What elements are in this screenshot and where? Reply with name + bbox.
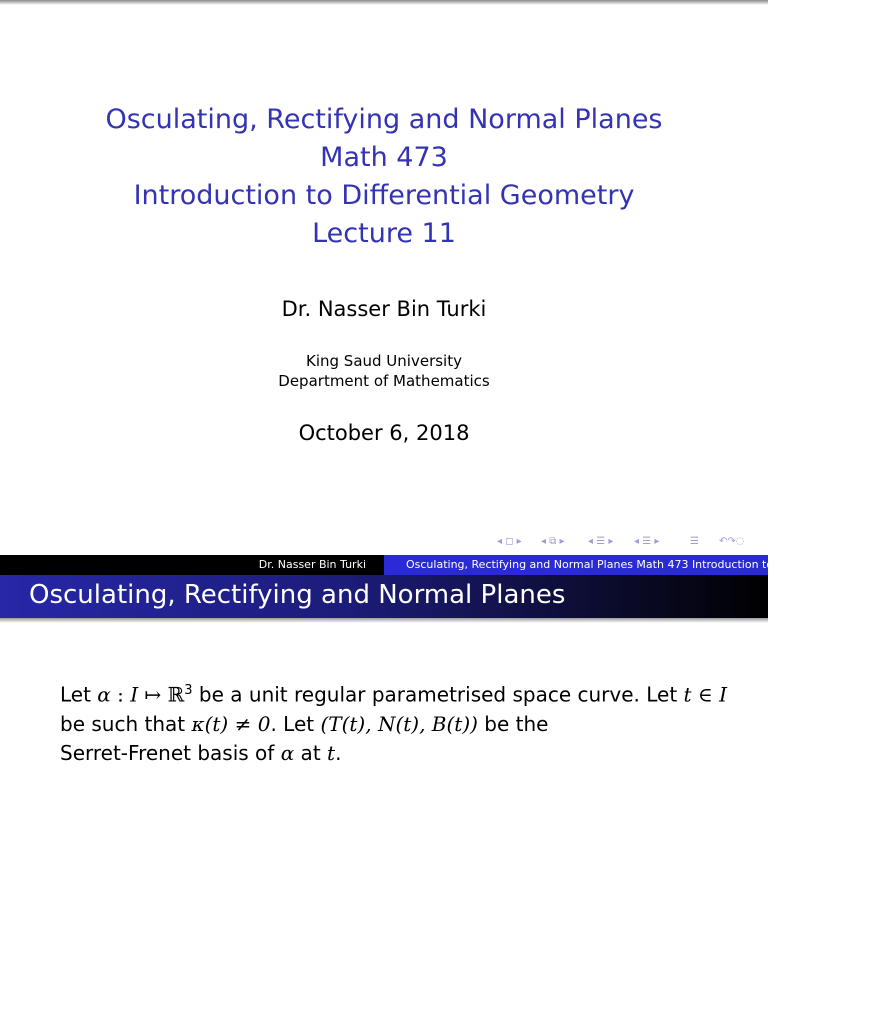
text-serret-frenet: Serret-Frenet basis of: [60, 740, 281, 765]
math-alpha-2: α: [280, 740, 295, 765]
institute: [0, 351, 768, 391]
text-let: Let: [60, 682, 98, 707]
slide-footer: [0, 555, 896, 575]
body-line-1: [60, 676, 740, 710]
math-curvature-condition: κ(t) ≠ 0: [191, 711, 271, 736]
math-frenet-triple: (T(t), N(t), B(t)): [320, 711, 478, 736]
title-slide: [0, 0, 768, 555]
institute-line-2: Department of Mathematics: [278, 372, 490, 390]
math-t: t: [683, 682, 692, 707]
title-line-3: Introduction to Differential Geometry: [133, 180, 635, 211]
nav-section-icon-2[interactable]: ◂ ☰ ▸: [634, 536, 660, 547]
math-reals: ℝ: [167, 682, 185, 707]
math-exponent: 3: [184, 683, 193, 698]
frame-title: Osculating, Rectifying and Normal Planes: [29, 580, 566, 610]
nav-search-icon[interactable]: ↶↷◌: [719, 536, 745, 547]
footer-author: Dr. Nasser Bin Turki: [0, 555, 384, 575]
body-line-2: [60, 710, 740, 739]
math-in: ∈: [691, 682, 720, 707]
math-interval: I: [130, 682, 139, 707]
text-such-that: be such that: [60, 711, 192, 736]
body-line-3: [60, 739, 740, 768]
math-t-2: t: [327, 740, 336, 765]
math-interval-2: I: [719, 682, 728, 707]
title-line-4: Lecture 11: [312, 218, 456, 249]
text-be-the: be the: [477, 711, 549, 736]
text-period: .: [335, 740, 342, 765]
title-line-1: Osculating, Rectifying and Normal Planes: [105, 104, 663, 135]
institute-line-1: King Saud University: [306, 352, 462, 370]
math-colon: :: [110, 682, 131, 707]
text-at: at: [294, 740, 328, 765]
nav-section-icon[interactable]: ◂ ☰ ▸: [588, 536, 614, 547]
math-alpha: α: [97, 682, 111, 707]
footer-title: Osculating, Rectifying and Normal Planes Math 473 Introduction to Differential Geometry: [384, 555, 768, 575]
text-curve-description: be a unit regular parametrised space curve. Let: [192, 682, 684, 707]
lecture-date: October 6, 2018: [298, 421, 470, 445]
author-name: Dr. Nasser Bin Turki: [281, 297, 487, 321]
frame-title-shadow: [0, 618, 768, 623]
text-let-2: . Let: [270, 711, 321, 736]
nav-subsection-icon[interactable]: ◂ ⧉ ▸: [541, 536, 565, 547]
slide-body-paragraph: [60, 676, 740, 768]
frame-title-bar: [0, 575, 768, 618]
beamer-navigation-bar: [0, 536, 768, 550]
slide-title: [0, 101, 768, 253]
nav-document-icon[interactable]: ☰: [690, 536, 699, 547]
title-line-2: Math 473: [320, 142, 448, 173]
math-mapsto: ↦: [138, 682, 168, 707]
nav-frame-icon[interactable]: ◂ ◻ ▸: [497, 536, 522, 547]
